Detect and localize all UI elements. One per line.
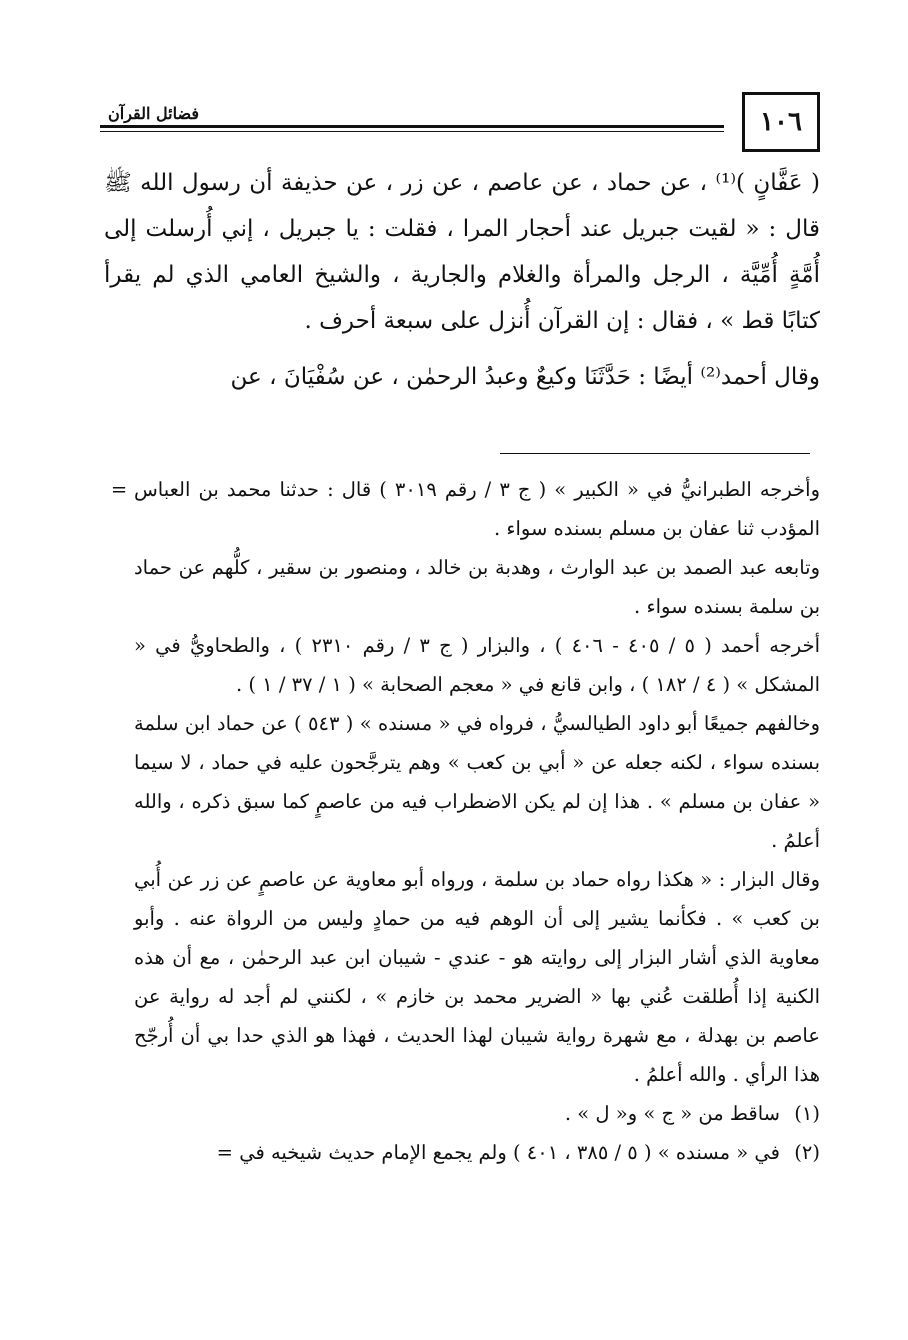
footnote-paragraph: وقال البزار : « هكذا رواه حماد بن سلمة ، ورواه أبو معاوية عن عاصمٍ عن زر عن أُبي بن كعب » . فكأنما يشير إلى أن الوهم فيه من حمادٍ وليس من الرواة عنه . وأبو معاوية الذي أشار البزار إلى روايته هو - عندي - شيبان ابن عبد الرحمٰن ، مع أن هذه الكنية إذا أُطلقت عُني بها « الضرير محمد بن خازم » ، لكنني لم أجد له رواية عن عاصم بن بهدلة ، مع شهرة رواية شيبان لهذا الحديث ، فهذا هو الذي حدا بي أن أُرجّح هذا الرأي . والله أعلمُ .: [134, 868, 820, 1086]
footnote-1: [104, 1094, 820, 1133]
page-number: ١٠٦: [742, 92, 820, 152]
footnote-paragraph: وتابعه عبد الصمد بن عبد الوارث ، وهدبة بن خالد ، ومنصور بن سقير ، كلُّهم عن حماد بن سلمة بسنده سواء .: [134, 556, 820, 618]
footnote-2: [104, 1133, 820, 1172]
header-rule: [100, 125, 724, 128]
footnote-text: في « مسنده » ( ٥ / ٣٨٥ ، ٤٠١ ) ولم يجمع الإمام حديث شيخيه في =: [216, 1141, 780, 1164]
footnote-paragraph: وأخرجه الطبرانيُّ في « الكبير » ( ج ٣ / رقم ٣٠١٩ ) قال : حدثنا محمد بن العباس المؤدب ثنا عفان بن مسلم بسنده سواء .: [134, 478, 820, 540]
footnote-continuation-text: [134, 470, 820, 1094]
footnote-separator: [500, 453, 810, 454]
header-rule-thin: [100, 131, 724, 132]
footnote-number: (٢): [794, 1141, 820, 1164]
footnotes: [104, 470, 820, 1172]
running-title: فضائل القرآن: [108, 104, 199, 123]
footnote-paragraph: وخالفهم جميعًا أبو داود الطيالسيُّ ، فرواه في « مسنده » ( ٥٤٣ ) عن حماد ابن سلمة بسنده سواء ، لكنه جعله عن « أبي بن كعب » وهم يترجَّحون عليه في حماد ، لا سيما « عفان بن مسلم » . هذا إن لم يكن الاضطراب فيه من عاصمٍ كما سبق ذكره ، والله أعلمُ .: [134, 712, 820, 852]
footnote-paragraph: أخرجه أحمد ( ٥ / ٤٠٥ - ٤٠٦ ) ، والبزار ( ج ٣ / رقم ٢٣١٠ ) ، والطحاويُّ في « المشكل » ( ٤ / ١٨٢ ) ، وابن قانع في « معجم الصحابة » ( ١ / ٣٧ / ١ ) .: [134, 634, 820, 696]
footnote-number: (١): [794, 1102, 820, 1125]
continuation-mark: =: [110, 478, 128, 501]
main-paragraph: وقال أحمد⁽²⁾ أيضًا : حَدَّثَنَا وكيعٌ وعبدُ الرحمٰن ، عن سُفْيَانَ ، عن: [230, 364, 820, 390]
main-text: [104, 160, 820, 400]
main-paragraph: ( عَفَّانٍ )⁽¹⁾ ، عن حماد ، عن عاصم ، عن زر ، عن حذيفة أن رسول الله ﷺ قال : « لقيت جبريل عند أحجار المرا ، فقلت : يا جبريل ، إني أُرسلت إلى أُمَّةٍ أُمِّيَّة ، الرجل والمرأة والغلام والجارية ، والشيخ العامي الذي لم يقرأ كتابًا قط » ، فقال : إن القرآن أُنزل على سبعة أحرف .: [104, 170, 820, 334]
footnote-text: ساقط من « ج » و« ل » .: [564, 1102, 780, 1125]
footnote-continuation: [104, 470, 820, 1094]
